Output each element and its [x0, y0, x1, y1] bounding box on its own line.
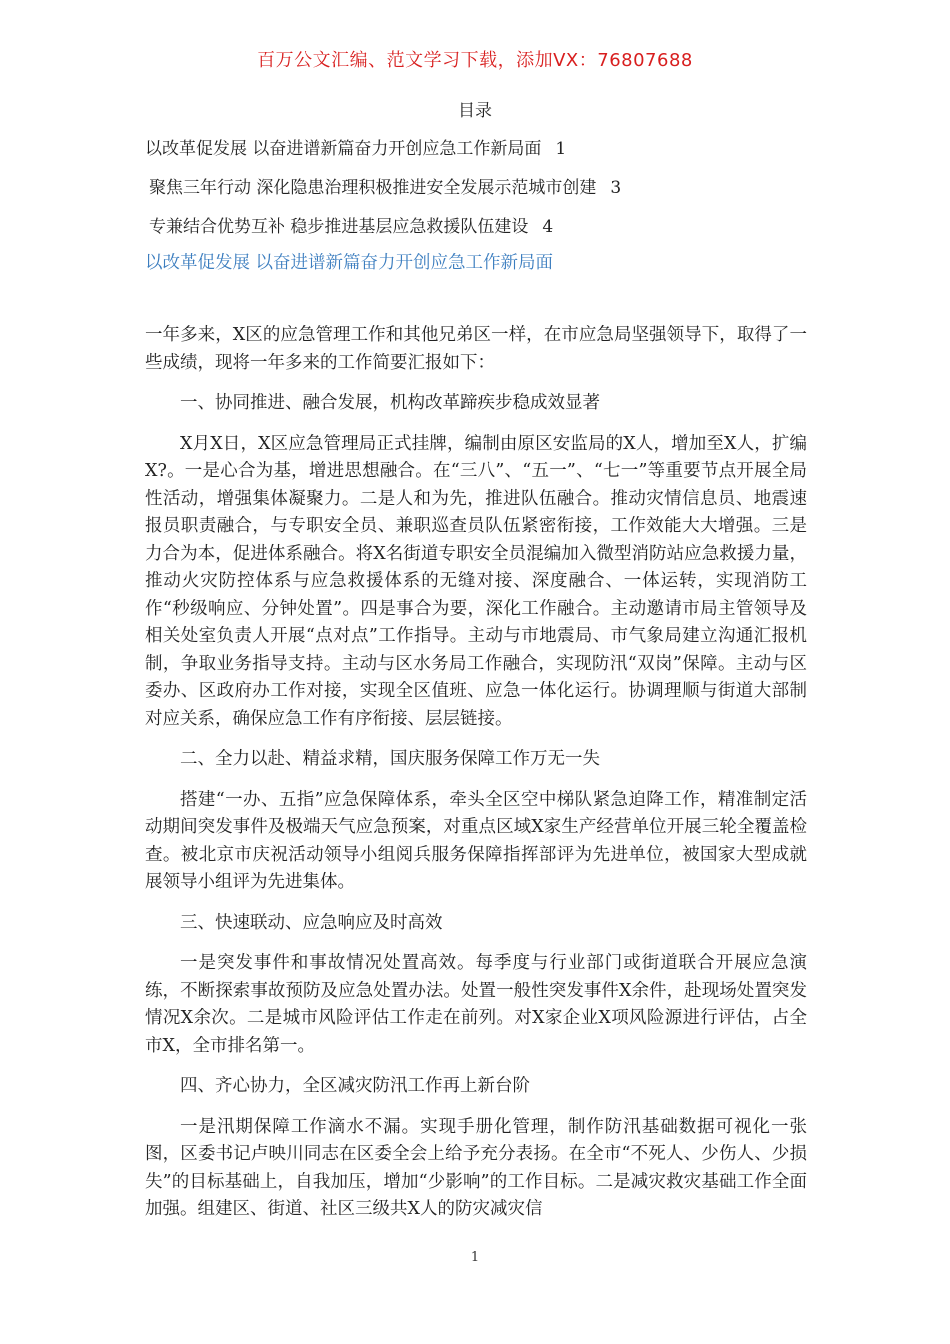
body-paragraph: X月X日，X区应急管理局正式挂牌，编制由原区安监局的X人，增加至X人，扩编X?。一是心合为基，增进思想融合。在“三八”、“五一”、“七一”等重要节点开展全局性活动，增强集体凝聚力。二是人和为先，推进队伍融合。推动灾情信息员、地震速报员职责融合，与专职安全员、兼职巡查员队伍紧密衔接，工作效能大大增强。三是力合为本，促进体系融合。将X名街道专职安全员混编加入微型消防站应急救援力量，推动火灾防控体系与应急救援体系的无缝对接、深度融合、一体运转，实现消防工作“秒级响应、分钟处置”。四是事合为要，深化工作融合。主动邀请市局主管领导及相关处室负责人开展“点对点”工作指导。主动与市地震局、市气象局建立沟通汇报机制，争取业务指导支持。主动与区水务局工作融合，实现防汛“双岗”保障。主动与区委办、区政府办工作对接，实现全区值班、应急一体化运行。协调理顺与街道大部制对应关系，确保应急工作有序衔接、层层链接。: [145, 433, 807, 729]
toc-item-page: 1: [555, 139, 567, 159]
article-title-link[interactable]: 以改革促发展 以奋进谱新篇奋力开创应急工作新局面: [145, 253, 554, 273]
toc-item[interactable]: [149, 173, 621, 198]
toc-item-label: 聚焦三年行动 深化隐患治理积极推进安全发展示范城市创建: [149, 178, 597, 198]
toc-item-page: 4: [542, 217, 554, 237]
toc-item[interactable]: [145, 134, 566, 159]
body-paragraph: 一是汛期保障工作滴水不漏。实现手册化管理，制作防汛基础数据可视化一张图，区委书记卢映川同志在区委全会上给予充分表扬。在全市“不死人、少伤人、少损失”的目标基础上，自我加压，增加“少影响”的工作目标。二是减灾救灾基础工作全面加强。组建区、街道、社区三级共X人的防灾减灾信: [145, 1116, 807, 1219]
body-paragraph: 搭建“一办、五指”应急保障体系，牵头全区空中梯队紧急迫降工作，精准制定活动期间突发事件及极端天气应急预案，对重点区域X家生产经营单位开展三轮全覆盖检查。被北京市庆祝活动领导小组阅兵服务保障指挥部评为先进单位，被国家大型成就展领导小组评为先进集体。: [145, 789, 807, 892]
toc-item-label: 以改革促发展 以奋进谱新篇奋力开创应急工作新局面: [145, 139, 542, 159]
toc-title: 目录: [458, 101, 492, 121]
section-heading: 三、快速联动、应急响应及时高效: [180, 912, 443, 933]
page-number: 1: [470, 1250, 480, 1265]
body-paragraph: 一是突发事件和事故情况处置高效。每季度与行业部门或街道联合开展应急演练，不断探索事故预防及应急处置办法。处置一般性突发事件X余件，赴现场处置突发情况X余次。二是城市风险评估工作走在前列。对X家企业X项风险源进行评估，占全市X，全市排名第一。: [145, 953, 807, 1056]
article-body: [145, 322, 807, 1224]
section-heading: 一、协同推进、融合发展，机构改革蹄疾步稳成效显著: [180, 393, 600, 413]
toc-item-page: 3: [610, 178, 622, 198]
section-heading: 二、全力以赴、精益求精，国庆服务保障工作万无一失: [180, 749, 600, 769]
section-heading: 四、齐心协力，全区减灾防汛工作再上新台阶: [180, 1076, 530, 1096]
intro-paragraph: 一年多来，X区的应急管理工作和其他兄弟区一样，在市应急局坚强领导下，取得了一些成绩，现将一年多来的工作简要汇报如下：: [145, 325, 807, 373]
toc-item[interactable]: [149, 212, 553, 237]
promo-banner: 百万公文汇编、范文学习下载，添加VX：76807688: [257, 50, 693, 71]
toc-item-label: 专兼结合优势互补 稳步推进基层应急救援队伍建设: [149, 217, 529, 237]
